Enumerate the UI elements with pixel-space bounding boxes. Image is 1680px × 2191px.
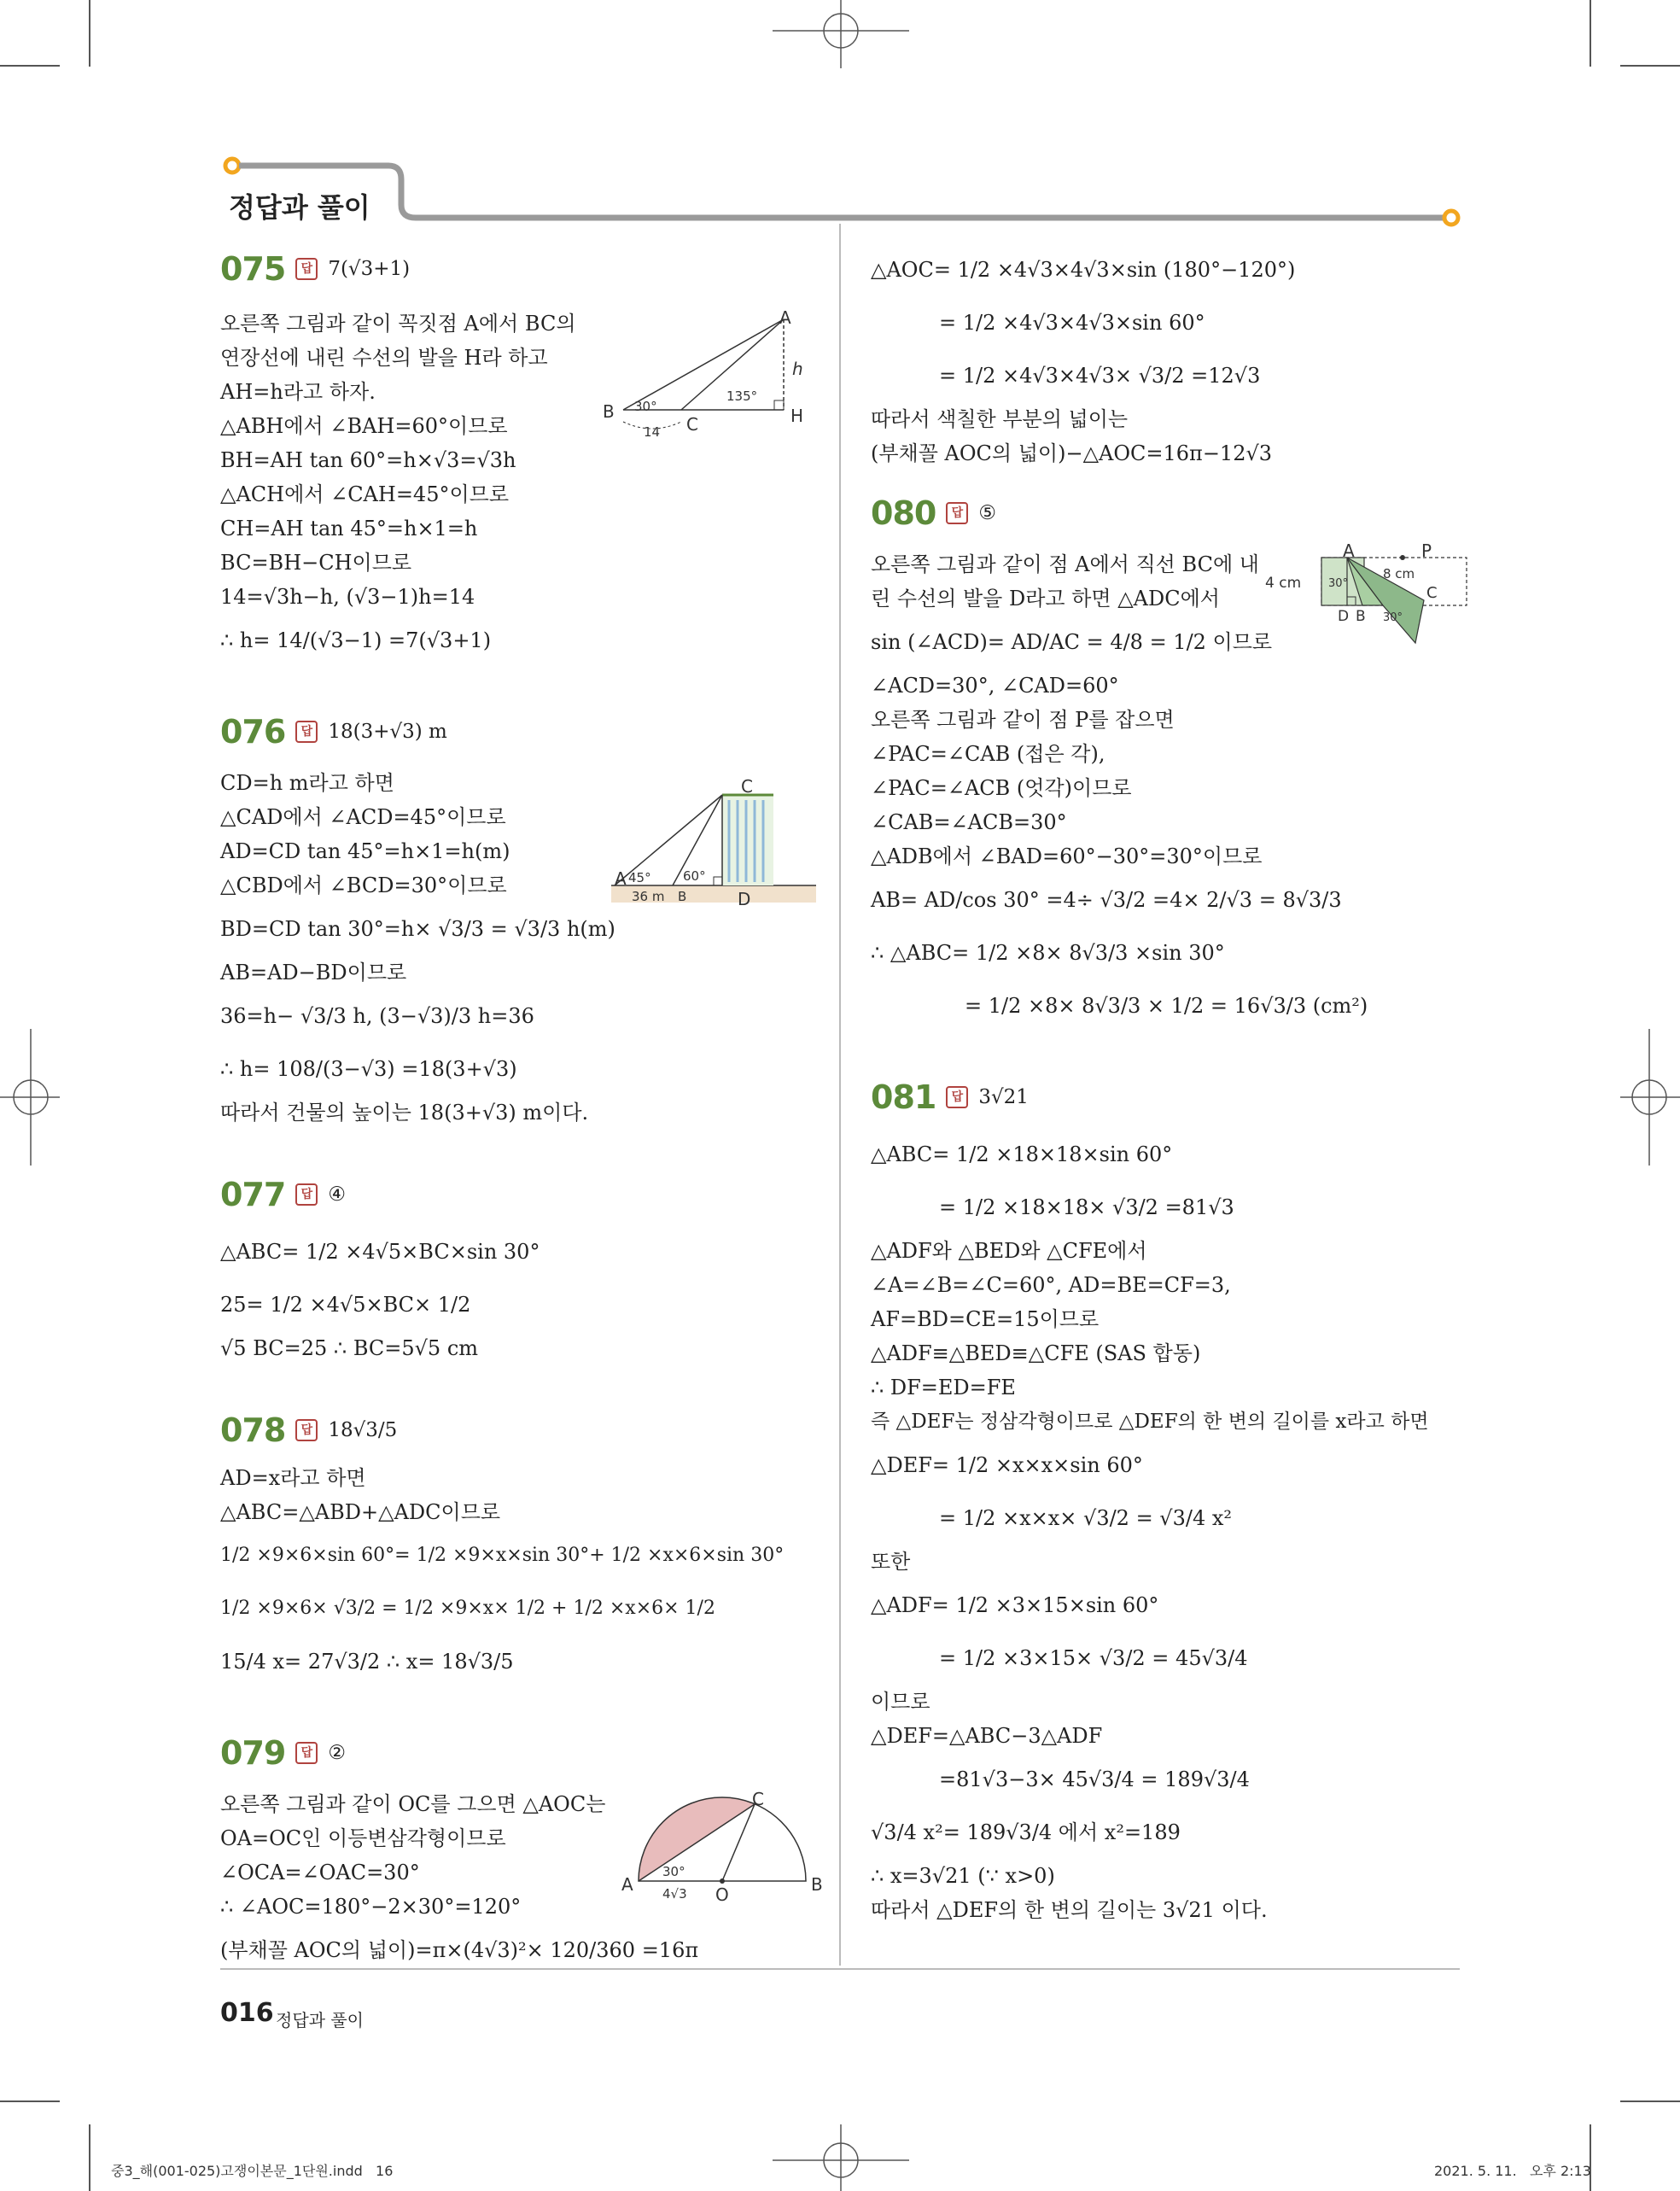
problem-number: 081 xyxy=(871,1078,936,1116)
solution-line: CH=AH tan 45°=h×1=h xyxy=(220,517,478,540)
label-diagonal: 8 cm xyxy=(1383,566,1415,581)
solution-line: ∴ h= 14/(√3−1) =7(√3+1) xyxy=(220,628,492,652)
label-width: 4 cm xyxy=(1265,575,1302,592)
solution-line: 14=√3h−h, (√3−1)h=14 xyxy=(220,585,475,609)
label-angle-30: 30° xyxy=(634,399,657,414)
label-P: P xyxy=(1421,540,1432,561)
solution-line: △ABC= 1/2 ×18×18×sin 60° xyxy=(871,1142,1173,1166)
page-label: 정답과 풀이 xyxy=(276,2010,364,2030)
registration-mark xyxy=(773,2124,909,2191)
solution-line: △CAD에서 ∠ACD=45°이므로 xyxy=(220,805,506,829)
solution-line: = 1/2 ×x×x× √3/2 = √3/4 x² xyxy=(939,1506,1233,1530)
file-info: 중3_해(001-025)고쟁이본문_1단원.indd 16 xyxy=(111,2163,394,2179)
answer: ④ xyxy=(328,1183,346,1206)
crop-mark xyxy=(1590,2124,1591,2191)
solution-line: 또한 xyxy=(871,1550,911,1574)
label-C: C xyxy=(1426,584,1438,602)
solution-line: √3/4 x²= 189√3/4 에서 x²=189 xyxy=(871,1820,1181,1844)
solution-line: 오른쪽 그림과 같이 OC를 그으면 △AOC는 xyxy=(220,1792,606,1816)
crop-mark xyxy=(1620,65,1680,67)
solution-line: △ABC= 1/2 ×4√5×BC×sin 30° xyxy=(220,1240,540,1264)
solution-line: ∠CAB=∠ACB=30° xyxy=(871,810,1067,834)
solution-line: AB=AD−BD이므로 xyxy=(220,961,407,984)
solution-line: ∠ACD=30°, ∠CAD=60° xyxy=(871,674,1119,698)
problem-number: 078 xyxy=(220,1411,286,1449)
solution-line: △ADB에서 ∠BAD=60°−30°=30°이므로 xyxy=(871,844,1263,868)
solution-line: = 1/2 ×18×18× √3/2 =81√3 xyxy=(939,1195,1234,1219)
answer-tag: 답 xyxy=(295,1742,318,1764)
label-O: O xyxy=(715,1884,729,1905)
problem-077 xyxy=(220,1169,818,1365)
solution-line: 따라서 △DEF의 한 변의 길이는 3√21 이다. xyxy=(871,1898,1268,1922)
column-divider xyxy=(839,224,841,1966)
solution-line: ∴ DF=ED=FE xyxy=(871,1376,1016,1399)
label-A: A xyxy=(615,868,627,889)
solution-line: BD=CD tan 30°=h× √3/3 = √3/3 h(m) xyxy=(220,917,615,941)
page-number: 016 xyxy=(220,1998,274,2028)
left-column xyxy=(220,243,823,2016)
solution-line: (부채꼴 AOC의 넓이)−△AOC=16π−12√3 xyxy=(871,441,1273,465)
answer-tag: 답 xyxy=(946,502,968,524)
label-angle-30: 30° xyxy=(1383,611,1403,624)
crop-mark xyxy=(89,2124,90,2191)
solution-line: 연장선에 내린 수선의 발을 H라 하고 xyxy=(220,346,548,370)
crop-mark xyxy=(89,0,90,67)
solution-line: △ADF와 △BED와 △CFE에서 xyxy=(871,1239,1147,1263)
solution-line: = 1/2 ×4√3×4√3×sin 60° xyxy=(939,311,1205,335)
solution-line: BH=AH tan 60°=h×√3=√3h xyxy=(220,448,516,472)
label-C: C xyxy=(752,1789,764,1809)
label-angle-60: 60° xyxy=(683,868,706,884)
label-angle-135: 135° xyxy=(726,389,758,404)
problem-number: 080 xyxy=(871,494,936,532)
answer: 18√3/5 xyxy=(328,1419,398,1441)
solution-line: △ABH에서 ∠BAH=60°이므로 xyxy=(220,414,508,438)
solution-line: △ADF= 1/2 ×3×15×sin 60° xyxy=(871,1593,1159,1617)
label-B: B xyxy=(603,401,615,422)
label-B: B xyxy=(811,1874,823,1895)
solution-line: 25= 1/2 ×4√5×BC× 1/2 xyxy=(220,1293,471,1317)
solution-line: △ADF≡△BED≡△CFE (SAS 합동) xyxy=(871,1341,1201,1365)
problem-079 xyxy=(220,1727,823,1977)
problem-081 xyxy=(871,1072,1468,1927)
crop-mark xyxy=(0,2100,60,2102)
registration-mark xyxy=(773,0,909,68)
solution-line: AD=CD tan 45°=h×1=h(m) xyxy=(220,839,510,863)
solution-line: ∠PAC=∠CAB (접은 각), xyxy=(871,742,1105,766)
crop-mark xyxy=(0,65,60,67)
answer: ⑤ xyxy=(978,502,996,524)
answer: 18(3+√3) m xyxy=(328,721,447,743)
problem-079-continued xyxy=(871,243,1468,470)
label-C: C xyxy=(741,776,753,797)
solution-line: 따라서 색칠한 부분의 넓이는 xyxy=(871,407,1129,431)
label-H: H xyxy=(790,406,804,426)
solution-line: △ABC=△ABD+△ADC이므로 xyxy=(220,1500,501,1524)
semicircle-figure-079 xyxy=(630,1787,818,1890)
solution-line: 따라서 건물의 높이는 18(3+√3) m이다. xyxy=(220,1101,589,1125)
solution-line: △DEF=△ABC−3△ADF xyxy=(871,1724,1103,1748)
solution-line: AF=BD=CE=15이므로 xyxy=(871,1307,1100,1331)
solution-line: √5 BC=25 ∴ BC=5√5 cm xyxy=(220,1336,479,1360)
solution-line: 즉 △DEF는 정삼각형이므로 △DEF의 한 변의 길이를 x라고 하면 xyxy=(871,1411,1429,1433)
solution-line: CD=h m라고 하면 xyxy=(220,771,394,795)
solution-line: ∴ x=3√21 (∵ x>0) xyxy=(871,1864,1055,1888)
solution-line: ∠OCA=∠OAC=30° xyxy=(220,1861,420,1884)
solution-line: 이므로 xyxy=(871,1690,930,1714)
solution-line: 오른쪽 그림과 같이 점 P를 잡으면 xyxy=(871,708,1175,732)
problem-075 xyxy=(220,243,818,667)
print-timestamp: 2021. 5. 11. 오후 2:13 xyxy=(1434,2163,1591,2179)
label-A: A xyxy=(779,307,791,328)
label-h: h xyxy=(792,359,803,379)
problem-number: 076 xyxy=(220,713,286,751)
label-length-36: 36 m xyxy=(632,889,665,904)
answer-tag: 답 xyxy=(295,721,318,743)
solution-line: △AOC= 1/2 ×4√3×4√3×sin (180°−120°) xyxy=(871,258,1296,282)
answer: 7(√3+1) xyxy=(328,258,411,280)
answer: 3√21 xyxy=(978,1086,1029,1108)
registration-mark xyxy=(0,1029,60,1166)
solution-line: BC=BH−CH이므로 xyxy=(220,551,412,575)
solution-line: (부채꼴 AOC의 넓이)=π×(4√3)²× 120/360 =16π xyxy=(220,1938,699,1962)
answer-tag: 답 xyxy=(295,258,318,280)
problem-076 xyxy=(220,706,818,1130)
problem-number: 077 xyxy=(220,1176,286,1213)
label-angle-30: 30° xyxy=(1328,577,1349,590)
label-B: B xyxy=(1356,608,1366,625)
label-length-14: 14 xyxy=(644,424,661,440)
label-D: D xyxy=(1338,608,1350,625)
label-A: A xyxy=(621,1874,633,1895)
solution-line: ∠PAC=∠ACB (엇각)이므로 xyxy=(871,776,1132,800)
label-B: B xyxy=(678,889,687,904)
solution-line: AD=x라고 하면 xyxy=(220,1466,366,1490)
problem-078 xyxy=(220,1405,818,1688)
solution-line: ∴ ∠AOC=180°−2×30°=120° xyxy=(220,1895,522,1919)
problem-number: 079 xyxy=(220,1734,286,1772)
solution-line: ∴ △ABC= 1/2 ×8× 8√3/3 ×sin 30° xyxy=(871,941,1225,965)
folded-paper-figure-080 xyxy=(1304,547,1475,667)
answer: ② xyxy=(328,1742,346,1764)
solution-line: 1/2 ×9×6× √3/2 = 1/2 ×9×x× 1/2 + 1/2 ×x×6× 1/2 xyxy=(220,1598,715,1619)
solution-line: 오른쪽 그림과 같이 꼭짓점 A에서 BC의 xyxy=(220,312,576,336)
solution-line: △CBD에서 ∠BCD=30°이므로 xyxy=(220,873,507,897)
label-A: A xyxy=(1343,540,1355,561)
solution-line: sin (∠ACD)= AD/AC = 4/8 = 1/2 이므로 xyxy=(871,630,1273,654)
problem-080 xyxy=(871,488,1468,1032)
solution-line: = 1/2 ×8× 8√3/3 × 1/2 = 16√3/3 (cm²) xyxy=(965,994,1368,1018)
header-bar xyxy=(218,154,1473,231)
solution-line: AH=h라고 하자. xyxy=(220,380,376,404)
solution-line: 15/4 x= 27√3/2 ∴ x= 18√3/5 xyxy=(220,1650,514,1674)
label-C: C xyxy=(686,414,698,435)
solution-line: ∠A=∠B=∠C=60°, AD=BE=CF=3, xyxy=(871,1273,1231,1297)
solution-line: OA=OC인 이등변삼각형이므로 xyxy=(220,1826,506,1850)
page-title: 정답과 풀이 xyxy=(229,191,370,224)
label-length: 4√3 xyxy=(662,1886,687,1902)
right-column xyxy=(871,243,1468,1966)
solution-line: ∴ h= 108/(3−√3) =18(3+√3) xyxy=(220,1057,517,1081)
solution-line: 36=h− √3/3 h, (3−√3)/3 h=36 xyxy=(220,1004,534,1028)
answer-tag: 답 xyxy=(295,1183,318,1206)
label-D: D xyxy=(738,889,751,909)
label-angle-30: 30° xyxy=(662,1864,685,1879)
solution-line: 1/2 ×9×6×sin 60°= 1/2 ×9×x×sin 30°+ 1/2 ×x×6×sin 30° xyxy=(220,1545,785,1566)
crop-mark xyxy=(1620,2100,1680,2102)
problem-number: 075 xyxy=(220,250,286,288)
answer-tag: 답 xyxy=(295,1419,318,1441)
solution-line: 오른쪽 그림과 같이 점 A에서 직선 BC에 내 xyxy=(871,552,1259,576)
solution-line: = 1/2 ×3×15× √3/2 = 45√3/4 xyxy=(939,1646,1248,1670)
label-angle-45: 45° xyxy=(628,870,651,885)
solution-line: 린 수선의 발을 D라고 하면 △ADC에서 xyxy=(871,587,1220,611)
solution-line: =81√3−3× 45√3/4 = 189√3/4 xyxy=(939,1767,1250,1791)
solution-line: △ACH에서 ∠CAH=45°이므로 xyxy=(220,482,510,506)
registration-mark xyxy=(1620,1029,1680,1166)
answer-tag: 답 xyxy=(946,1086,968,1108)
crop-mark xyxy=(1590,0,1591,67)
solution-line: AB= AD/cos 30° =4÷ √3/2 =4× 2/√3 = 8√3/3 xyxy=(871,888,1342,912)
solution-line: = 1/2 ×4√3×4√3× √3/2 =12√3 xyxy=(939,364,1261,388)
solution-line: △DEF= 1/2 ×x×x×sin 60° xyxy=(871,1453,1143,1477)
